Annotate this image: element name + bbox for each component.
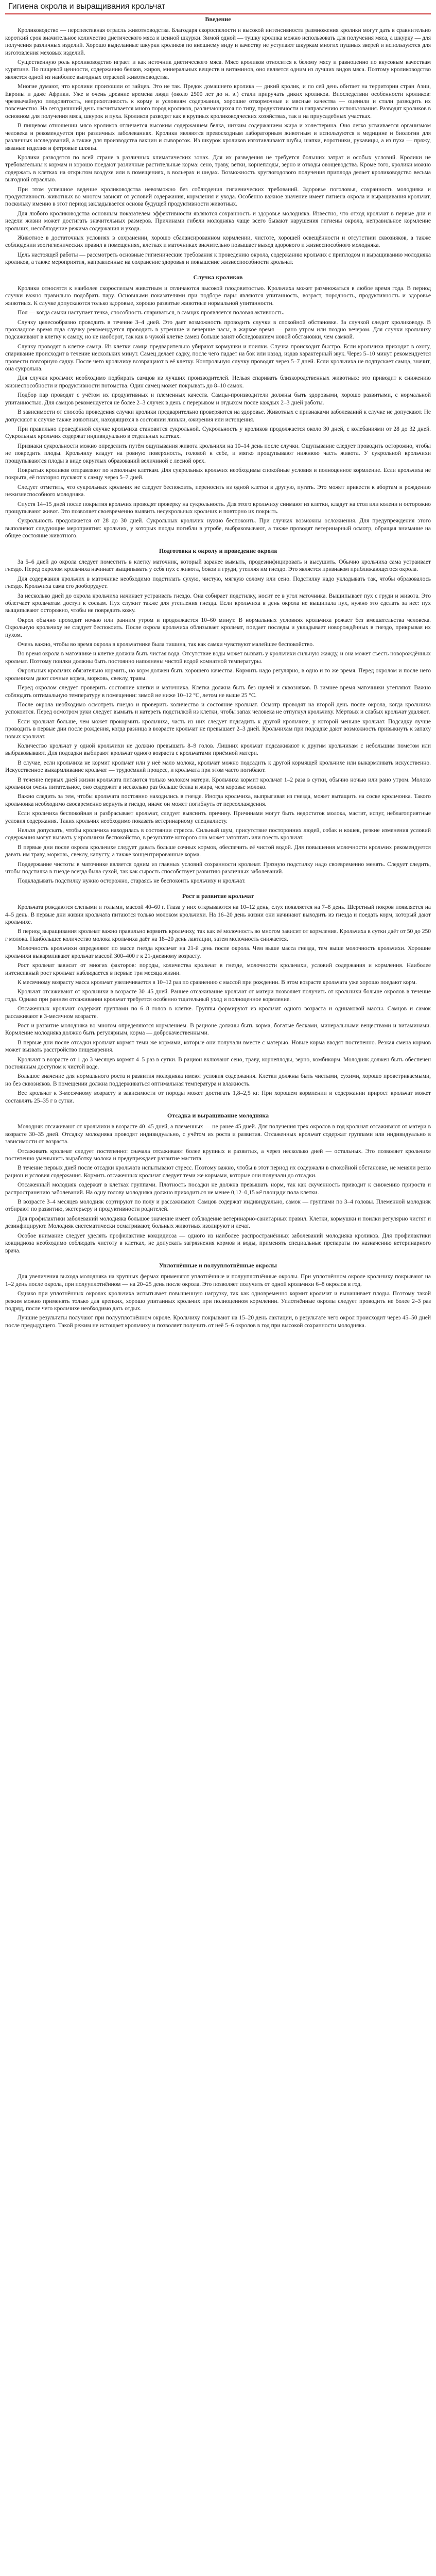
paragraph: Количество крольчат у одной крольчихи не должно превышать 8–9 голов. Лишних крольчат подсаживают к другим крольчихам с небольшим пометом или выбраковывают. Для подсадки выбирают крольчат одного возраста с крольчатами приёмной матери. xyxy=(5,742,431,757)
paragraph: Существенную роль кролиководство играет и как источник диетического мяса. Мясо кроликов относится к белому мясу и равноценно по вкусовым качествам курятине. По пищевой ценности, содержанию белков, жиров, минеральных веществ и витаминов, оно является одним из лучших видов мяса. Поэтому кролиководство является одной из наиболее выгодных отраслей животноводства. xyxy=(5,59,431,80)
paragraph: При правильно проведённой случке крольчиха становится сукрольной. Сукрольность у кроликов продолжается около 30 дней, с колебаниями от 28 до 32 дней. Сукрольных крольчих содержат индивидуально в отдельных клетках. xyxy=(5,426,431,440)
paragraph: Покрытых кроликов отправляют по неполным клеткам. Для сукрольных крольчих необходимы спокойные условия и полноценное кормление. Если крольчиха не покрыта, её повторно пускают к самцу через 5–7 дней. xyxy=(5,467,431,481)
paragraph: Многие думают, что кролики произошли от зайцев. Это не так. Предок домашнего кролика — дикий кролик, и по сей день обитает на территории стран Азии, Европы и даже Африки. Уже в очень древние времена люди (около 2500 лет до н. э.) стали приручать диких кроликов. Впоследствии особенности кроликов: чрезвычайную плодовитость, неприхотливость к корму и условиям содержания, хорошие откормочные и мясные качества — оценили и стали разводить их повсеместно. На сегодняшний день насчитывается много пород кроликов, различающихся по типу, продуктивности и направлению использования. Разводят кроликов в основном для получения мяса, шкурок и пуха. Кроликов разводят как в крупных кролиководческих хозяйствах, так и на приусадебных участках. xyxy=(5,83,431,120)
paragraph: При этом успешное ведение кролиководства невозможно без соблюдения гигиенических требований. Здоровье поголовья, сохранность молодняка и продуктивность животных во многом зависят от условий содержания, кормления и ухода. Особенно важное значение имеет гигиена окрола и выращивания крольчат, поскольку именно в этот период закладывается основа будущей продуктивности животных. xyxy=(5,186,431,208)
paragraph: В зависимости от способа проведения случки кролики предварительно проверяются на здоровье. Животных с признаками заболеваний к случке не допускают. Не допускают к случке также животных, находящихся в состоянии линьки, ожирения или истощения. xyxy=(5,409,431,423)
paragraph: Однако при уплотнённых окролах крольчиха испытывает повышенную нагрузку, так как одновременно кормит крольчат и вынашивает плоды. Поэтому такой режим можно применять только для крепких, хорошо упитанных крольчих при полноценном кормлении. Уплотнённые окролы следует проводить не более 2–3 раз подряд, после чего крольчихе необходимо дать отдых. xyxy=(5,1291,431,1312)
paragraph: Признаки сукрольности можно определить путём ощупывания живота крольчихи на 10–14 день после случки. Ощупывание следует проводить осторожно, чтобы не повредить плоды. Крольчиху кладут на ровную поверхность, головой к себе, и мягко прощупывают нижнюю часть живота. У сукрольной крольчихи прощупываются плоды в виде округлых образований величиной с лесной орех. xyxy=(5,443,431,464)
paragraph: Если крольчиха беспокойная и разбрасывает крольчат, следует выяснить причину. Причинами могут быть недостаток молока, мастит, испуг, неблагоприятные условия содержания. Таких крольчих необходимо показать ветеринарному специалисту. xyxy=(5,810,431,824)
paragraph: Окрол обычно проходит ночью или ранним утром и продолжается 10–60 минут. В нормальных условиях крольчиха рожает без вмешательства человека. Окрольную крольчиху не следует беспокоить. После окрола крольчиха облизывает крольчат, поедает последы и укладывает новорождённых в гнездо, прикрывая их пухом. xyxy=(5,617,431,638)
paragraph: Для профилактики заболеваний молодняка большое значение имеет соблюдение ветеринарно-санитарных правил. Клетки, кормушки и поилки регулярно чистят и дезинфицируют. Молодняк систематически осматривают, больных животных изолируют и лечат. xyxy=(5,1215,431,1230)
paragraph: Важно следить за тем, чтобы крольчата постоянно находились в гнезде. Иногда крольчиха, выпрыгивая из гнезда, может вытащить на соске крольчонка. Такого крольчонка необходимо своевременно вернуть в гнездо, иначе он может погибнуть от переохлаждения. xyxy=(5,793,431,807)
paragraph: Для случки крольчих необходимо подбирать самцов из лучших производителей. Нельзя спаривать близкородственных животных: это приводит к снижению жизнеспособности и продуктивности потомства. Один самец может покрывать до 8–10 самок. xyxy=(5,375,431,389)
paragraph: Во время окрола в маточнике и клетке должна быть чистая вода. Отсутствие воды может вызвать у крольчихи сильную жажду, и она может съесть новорождённых крольчат. Поэтому поилки должны быть постоянно наполнены чистой водой комнатной температуры. xyxy=(5,651,431,665)
section-heading: Рост и развитие крольчат xyxy=(182,892,254,900)
section-heading: Отсадка и выращивание молодняка xyxy=(167,1112,269,1119)
paragraph: Следует отметить, что сукрольных крольчих не следует беспокоить, переносить из одной клетки в другую, пугать. Это может привести к абортам и рождению нежизнеспособного молодняка. xyxy=(5,484,431,498)
paragraph: Для увеличения выхода молодняка на крупных фермах применяют уплотнённые и полууплотнённые окролы. При уплотнённом окроле крольчиху покрывают на 1–2 день после окрола, при полууплотнённом — на 20–25 день после окрола. Это позволяет получить от одной крольчихи 6–8 окролов в год. xyxy=(5,1274,431,1287)
paragraph: Кролики разводятся по всей стране в различных климатических зонах. Для их разведения не требуется больших затрат и особых условий. Кролики не требовательны к кормам и хорошо поедают различные растительные корма: сено, траву, ветки, корнеплоды, зерно и отходы овощеводства. Кроме того, кролики можно содержать в клетках на открытом воздухе или в помещениях, в вольерах и шедах. Возможность круглогодового получения приплода делает кролиководство весьма выгодной отраслью. xyxy=(5,154,431,183)
paragraph: За 5–6 дней до окрола следует поместить в клетку маточник, который заранее вымыть, продезинфицировать и высушить. Обычно крольчиха сама устраивает гнездо. Перед окролом крольчиха начинает выщипывать у себя пух с живота, боков и груди, утепляя им гнездо. Это является признаком приближающегося окрола. xyxy=(5,559,431,573)
paragraph: Отсаживать крольчат следует постепенно: сначала отсаживают более крупных и развитых, а через несколько дней — остальных. Это позволяет крольчихе постепенно уменьшить выработку молока и предупреждает развитие мастита. xyxy=(5,1148,431,1162)
paragraph: В первые дни после окрола крольчихе следует давать больше сочных кормов, обеспечить её чистой водой. Для повышения молочности крольчих рекомендуется давать им траву, морковь, свеклу, капусту, а также концентрированные корма. xyxy=(5,844,431,858)
paragraph: Окрольных крольчих обязательно кормить, но корм должен быть хорошего качества. Кормить надо регулярно, в одно и то же время. Перед окролом и после него крольчихам дают сочные корма, морковь, свеклу, травы. xyxy=(5,668,431,682)
paragraph: Кролики относятся к наиболее скороспелым животным и отличаются высокой плодовитостью. Крольчиха может размножаться в любое время года. В период случки важно правильно подобрать пару. Основными показателями при подборе пары являются упитанность, возраст, породность, продуктивность и здоровье животных. К случке допускаются только здоровые, хорошо развитые животные нормальной упитанности. xyxy=(5,285,431,307)
paragraph: Отсаженный молодняк содержат в клетках группами. Плотность посадки не должна превышать норм, так как скученность приводит к снижению прироста и распространению заболеваний. На одну голову молодняка должно приходиться не менее 0,12–0,15 м² площади пола клетки. xyxy=(5,1182,431,1196)
paragraph: Рост крольчат зависит от многих факторов: породы, количества крольчат в гнезде, молочности крольчихи, условий содержания и кормления. Наиболее интенсивный рост крольчат наблюдается в первые три месяца жизни. xyxy=(5,962,431,976)
paragraph: Цель настоящей работы — рассмотреть основные гигиенические требования к проведению окрола, содержанию крольчих с приплодом и выращиванию молодняка кроликов, а также мероприятия, направленные на сохранение здоровья и повышение жизнеспособности крольчат. xyxy=(5,251,431,266)
paragraph: Сукрольность продолжается от 28 до 30 дней. Сукрольных крольчих нужно беспокоить. При случках возможны осложнения. Для предупреждения этого выполняют следующие мероприятия: крольчих, у которых плоды погибли в утробе, выбраковывают, а также проводят ветеринарный осмотр, обращая внимание на общее состояние животного. xyxy=(5,518,431,539)
paragraph: Случку проводят в клетке самца. Из клетки самца предварительно убирают кормушки и поилки. Случка происходит быстро. Если крольчиха приходит в охоту, спаривание происходит в течение нескольких минут. Самец делает садку, после чего падает на бок или назад, издав характерный звук. Через 5–10 минут рекомендуется провести повторную садку. После чего крольчиху возвращают в её клетку. Контрольную случку проводят через 5–7 дней. Если крольчиха не подпускает самца, значит, она сукрольна. xyxy=(5,343,431,372)
paragraph: Молочность крольчихи определяют по массе гнезда крольчат на 21-й день после окрола. Чем выше масса гнезда, тем выше молочность крольчихи. Хорошие крольчихи выкармливают крольчат массой 300–400 г к 21-дневному возрасту. xyxy=(5,945,431,959)
paragraph: Отсаженных крольчат содержат группами по 6–8 голов в клетке. Группы формируют из крольчат одного возраста и одинаковой массы. Самцов и самок рассаживают в 3-месячном возрасте. xyxy=(5,1006,431,1020)
paragraph: Подкладывать подстилку нужно осторожно, стараясь не беспокоить крольчиху и крольчат. xyxy=(18,878,246,885)
paragraph: В период выращивания крольчат важно правильно кормить крольчиху, так как её молочность во многом зависит от кормления. Крольчиха в сутки даёт от 50 до 250 г молока. Наибольшее количество молока крольчиха даёт на 18–20 день лактации, затем молочность снижается. xyxy=(5,928,431,942)
paragraph: Нельзя допускать, чтобы крольчиха находилась в состоянии стресса. Сильный шум, присутствие посторонних людей, собак и кошек, резкие изменения условий содержания могут вызвать у крольчихи беспокойство, в результате которого она может затоптать или поесть крольчат. xyxy=(5,827,431,841)
paragraph: Для любого кролиководства основным показателем эффективности являются сохранность и здоровье молодняка. Известно, что отход крольчат в первые дни и недели жизни может достигать значительных размеров. Причинами гибели молодняка чаще всего бывают нарушения гигиены окрола, неправильное кормление крольчих, несоблюдение режима содержания и ухода. xyxy=(5,210,431,232)
paragraph: Перед окролом следует проверить состояние клетки и маточника. Клетка должна быть без щелей и сквозняков. В зимнее время маточники утепляют. Важно соблюдать оптимальную температуру в помещении: зимой не ниже 10–12 °C, летом не выше 25 °C. xyxy=(5,685,431,699)
paragraph: Спустя 14–15 дней после покрытия крольчих проводят проверку на сукрольность. Для этого крольчиху снимают из клетки, кладут на стол или колени и осторожно прощупывают живот. Это позволяет своевременно выявить несукрольных крольчих и повторно их покрыть. xyxy=(5,501,431,515)
paragraph: Крольчата рождаются слепыми и голыми, массой 40–60 г. Глаза у них открываются на 10–12 день, слух появляется на 7–8 день. Шерстный покров появляется на 4–5 день. В первые дни жизни крольчата питаются только молоком крольчихи. На 16–20 день жизни они начинают выходить из гнезда и поедать корм, который дают крольчихе. xyxy=(5,904,431,926)
paragraph: В течение первых дней после отсадки крольчата испытывают стресс. Поэтому важно, чтобы в этот период их содержали в спокойной обстановке, не меняли резко рацион и условия содержания. Кормить отсаженных крольчат следует теми же кормами, которые они получали до отсадки. xyxy=(5,1165,431,1179)
paragraph: Крольчат в возрасте от 1 до 3 месяцев кормят 4–5 раз в сутки. В рацион включают сено, траву, корнеплоды, зерно, комбикорм. Молодняк должен быть обеспечен постоянным доступом к чистой воде. xyxy=(5,1056,431,1070)
section-heading: Уплотнённые и полууплотнённые окролы xyxy=(159,1261,277,1269)
paragraph: Вес крольчат к 3-месячному возрасту в зависимости от породы может достигать 1,8–2,5 кг. При хорошем кормлении и содержании прирост крольчат может составлять 25–35 г в сутки. xyxy=(5,1090,431,1104)
paragraph: После окрола необходимо осмотреть гнездо и проверить количество и состояние крольчат. Осмотр проводят на второй день после окрола, когда крольчиха успокоится. Перед осмотром руки следует вымыть и натереть подстилкой из клетки, чтобы запах человека не отпугнул крольчиху. Мёртвых и слабых крольчат удаляют. xyxy=(5,701,431,716)
paragraph: Животное в достаточных условиях в сохранении, хорошо сбалансированном кормлении, чистоте, хорошей освещённости и отсутствии сквозняков, а также соблюдении зоогигиенических правил в помещениях, клетках и маточниках значительно повышает выход здорового и жизнеспособного молодняка. xyxy=(5,234,431,249)
paragraph: Случку целесообразно проводить в течение 3–4 дней. Это дает возможность проводить случки в спокойной обстановке. За случкой следит кролиководу. В прохладное время года случку рекомендуется проводить в утренние и вечерние часы, в жаркое время — рано утром или поздно вечером. Для случки крольчиху подсаживают в клетку к самцу, но не наоборот, так как в чужой клетке самец больше занят обследованием новой обстановки, чем самкой. xyxy=(5,319,431,341)
paragraph: В возрасте 3–4 месяцев молодняк сортируют по полу и рассаживают. Самцов содержат индивидуально, самок — группами по 3–4 головы. Племенной молодняк отбирают по развитию, экстерьеру и продуктивности родителей. xyxy=(5,1199,431,1213)
paragraph: Особое внимание следует уделять профилактике кокцидиоза — одного из наиболее распространённых заболеваний молодняка кроликов. Для профилактики кокцидиоза необходимо соблюдать чистоту в клетках, не допускать загрязнения кормов и воды, применять специальные препараты по назначению ветеринарного врача. xyxy=(5,1232,431,1254)
paragraph: Крольчат отсаживают от крольчихи в возрасте 30–45 дней. Раннее отсаживание крольчат от матери позволяет получить от крольчихи больше окролов в течение года. Однако при раннем отсаживании крольчат требуется особенно тщательный уход и полноценное кормление. xyxy=(5,989,431,1003)
paragraph: К месячному возрасту масса крольчат увеличивается в 10–12 раз по сравнению с массой при рождении. В этом возрасте крольчата уже хорошо поедают корм. xyxy=(18,979,417,986)
page-title: Гигиена окрола и выращивания крольчат xyxy=(8,2,166,11)
paragraph: Лучшие результаты получают при полууплотнённом окроле. Крольчиху покрывают на 15–20 день лактации, в результате чего окрол происходит через 45–50 дней после предыдущего. Такой режим не истощает крольчиху и позволяет получить от неё 5–6 окролов в год при высокой сохранности молодняка. xyxy=(5,1315,431,1329)
article-body xyxy=(5,15,431,1329)
paragraph: Для содержания крольчих в маточнике необходимо подстилать сухую, чистую, мягкую солому или сено. Подстилку надо укладывать так, чтобы образовалось гнездо. Крольчиха сама его дооборудует. xyxy=(5,575,431,590)
paragraph: Пол — когда самки наступает течка, способность спариваться, в самцах проявляется половая активность. xyxy=(18,310,284,316)
paragraph: Очень важно, чтобы во время окрола в крольчатнике была тишина, так как самки чувствуют малейшее беспокойство. xyxy=(18,641,315,648)
title-divider xyxy=(5,13,431,14)
section-heading: Подготовка к окролу и проведение окрола xyxy=(159,547,277,554)
paragraph: В случае, если крольчиха не кормит крольчат или у неё мало молока, крольчат можно подсадить к другой кормящей крольчихе или выкармливать искусственно. Искусственное выкармливание крольчат — трудоёмкий процесс, и крольчата при этом часто погибают. xyxy=(5,759,431,774)
paragraph: Если крольчат больше, чем может прокормить крольчиха, часть из них следует подсадить к другой крольчихе, у которой меньше крольчат. Подсадку лучше проводить в первые дни после рождения, когда разница в возрасте крольчат не превышает 2–3 дней. Крольчихам при подсадке дают возможность привыкнуть к запаху новых крольчат. xyxy=(5,718,431,740)
paragraph: Рост и развитие молодняка во многом определяются кормлением. В рационе должны быть корма, богатые белками, минеральными веществами и витаминами. Кормление молодняка должно быть регулярным, корма — доброкачественными. xyxy=(5,1022,431,1037)
paragraph: В первые дни после отсадки крольчат кормят теми же кормами, которые они получали вместе с матерью. Новые корма вводят постепенно. Резкая смена кормов может вызвать расстройство пищеварения. xyxy=(5,1039,431,1054)
paragraph: Молодняк отсаживают от крольчихи в возрасте 40–45 дней, а племенных — не ранее 45 дней. Для получения трёх окролов в год крольчат отсаживают от матери в возрасте 30–35 дней. Отсадку молодняка проводят индивидуально, с учётом их роста и развития. Отсаженных крольчат содержат группами или индивидуально в зависимости от возраста. xyxy=(5,1124,431,1145)
paragraph: Поддержание чистоты в маточнике является одним из главных условий сохранности крольчат. Грязную подстилку надо своевременно менять. Следует следить, чтобы подстилка в гнезде всегда была сухой, так как сырость способствует развитию различных заболеваний. xyxy=(5,861,431,875)
paragraph: В пищевом отношении мясо кроликов отличается высоким содержанием белка, низким содержанием жира и холестерина. Оно легко усваивается организмом человека и рекомендуется при различных заболеваниях. Кролики являются превосходным лабораторным животным и используются в медицине и биологии для различных исследований, а также для производства вакцин и сывороток. Из шкурок кроликов изготавливают шубы, шапки, воротники, рукавицы, а из пуха — пряжу, вязаные изделия и фетровые шляпы. xyxy=(5,123,431,151)
paragraph: Кролиководство — перспективная отрасль животноводства. Благодаря скороспелости и высокой интенсивности размножения кролики могут дать в сравнительно короткий срок значительное количество диетического мяса и ценной шкурки. Зимой одной — тушку кролика можно использовать для получения мяса, а шкурку — для получения различных изделий. Хорошо выделанные шкурки кроликов по внешнему виду и качеству не уступают шкуркам многих пушных зверей и используются для изготовления меховых изделий. xyxy=(5,27,431,56)
section-heading: Случка кроликов xyxy=(193,273,243,281)
paragraph: За несколько дней до окрола крольчиха начинает устраивать гнездо. Она собирает подстилку, носит ее в угол маточника. Выщипывает пух с груди и живота. Это облегчает крольчатам доступ к соскам. Пух служит также для утепления гнезда. Если крольчиха в день окрола не выщипала пух, нужно это сделать за нее: пух выщипывают осторожно, чтобы не повредить кожу. xyxy=(5,592,431,614)
paragraph: Подбор пар проводят с учётом их продуктивных и племенных качеств. Самцы-производители должны быть здоровыми, хорошо развитыми, с нормальной упитанностью. Для самцов рекомендуется не более 2–3 случек в день с перерывом и отдыхом после каждых 2–3 дней работы. xyxy=(5,392,431,406)
paragraph: В течение первых дней жизни крольчата питаются только молоком матери. Крольчиха кормит крольчат 1–2 раза в сутки, обычно ночью или рано утром. Молоко крольчихи очень питательное, оно содержит в несколько раз больше белка и жира, чем коровье молоко. xyxy=(5,776,431,790)
section-heading: Введение xyxy=(205,15,231,23)
paragraph: Большое значение для нормального роста и развития молодняка имеют условия содержания. Клетки должны быть чистыми, сухими, хорошо проветриваемыми, но без сквозняков. В помещении должна поддерживаться оптимальная температура и влажность. xyxy=(5,1073,431,1087)
page xyxy=(0,2,436,1342)
